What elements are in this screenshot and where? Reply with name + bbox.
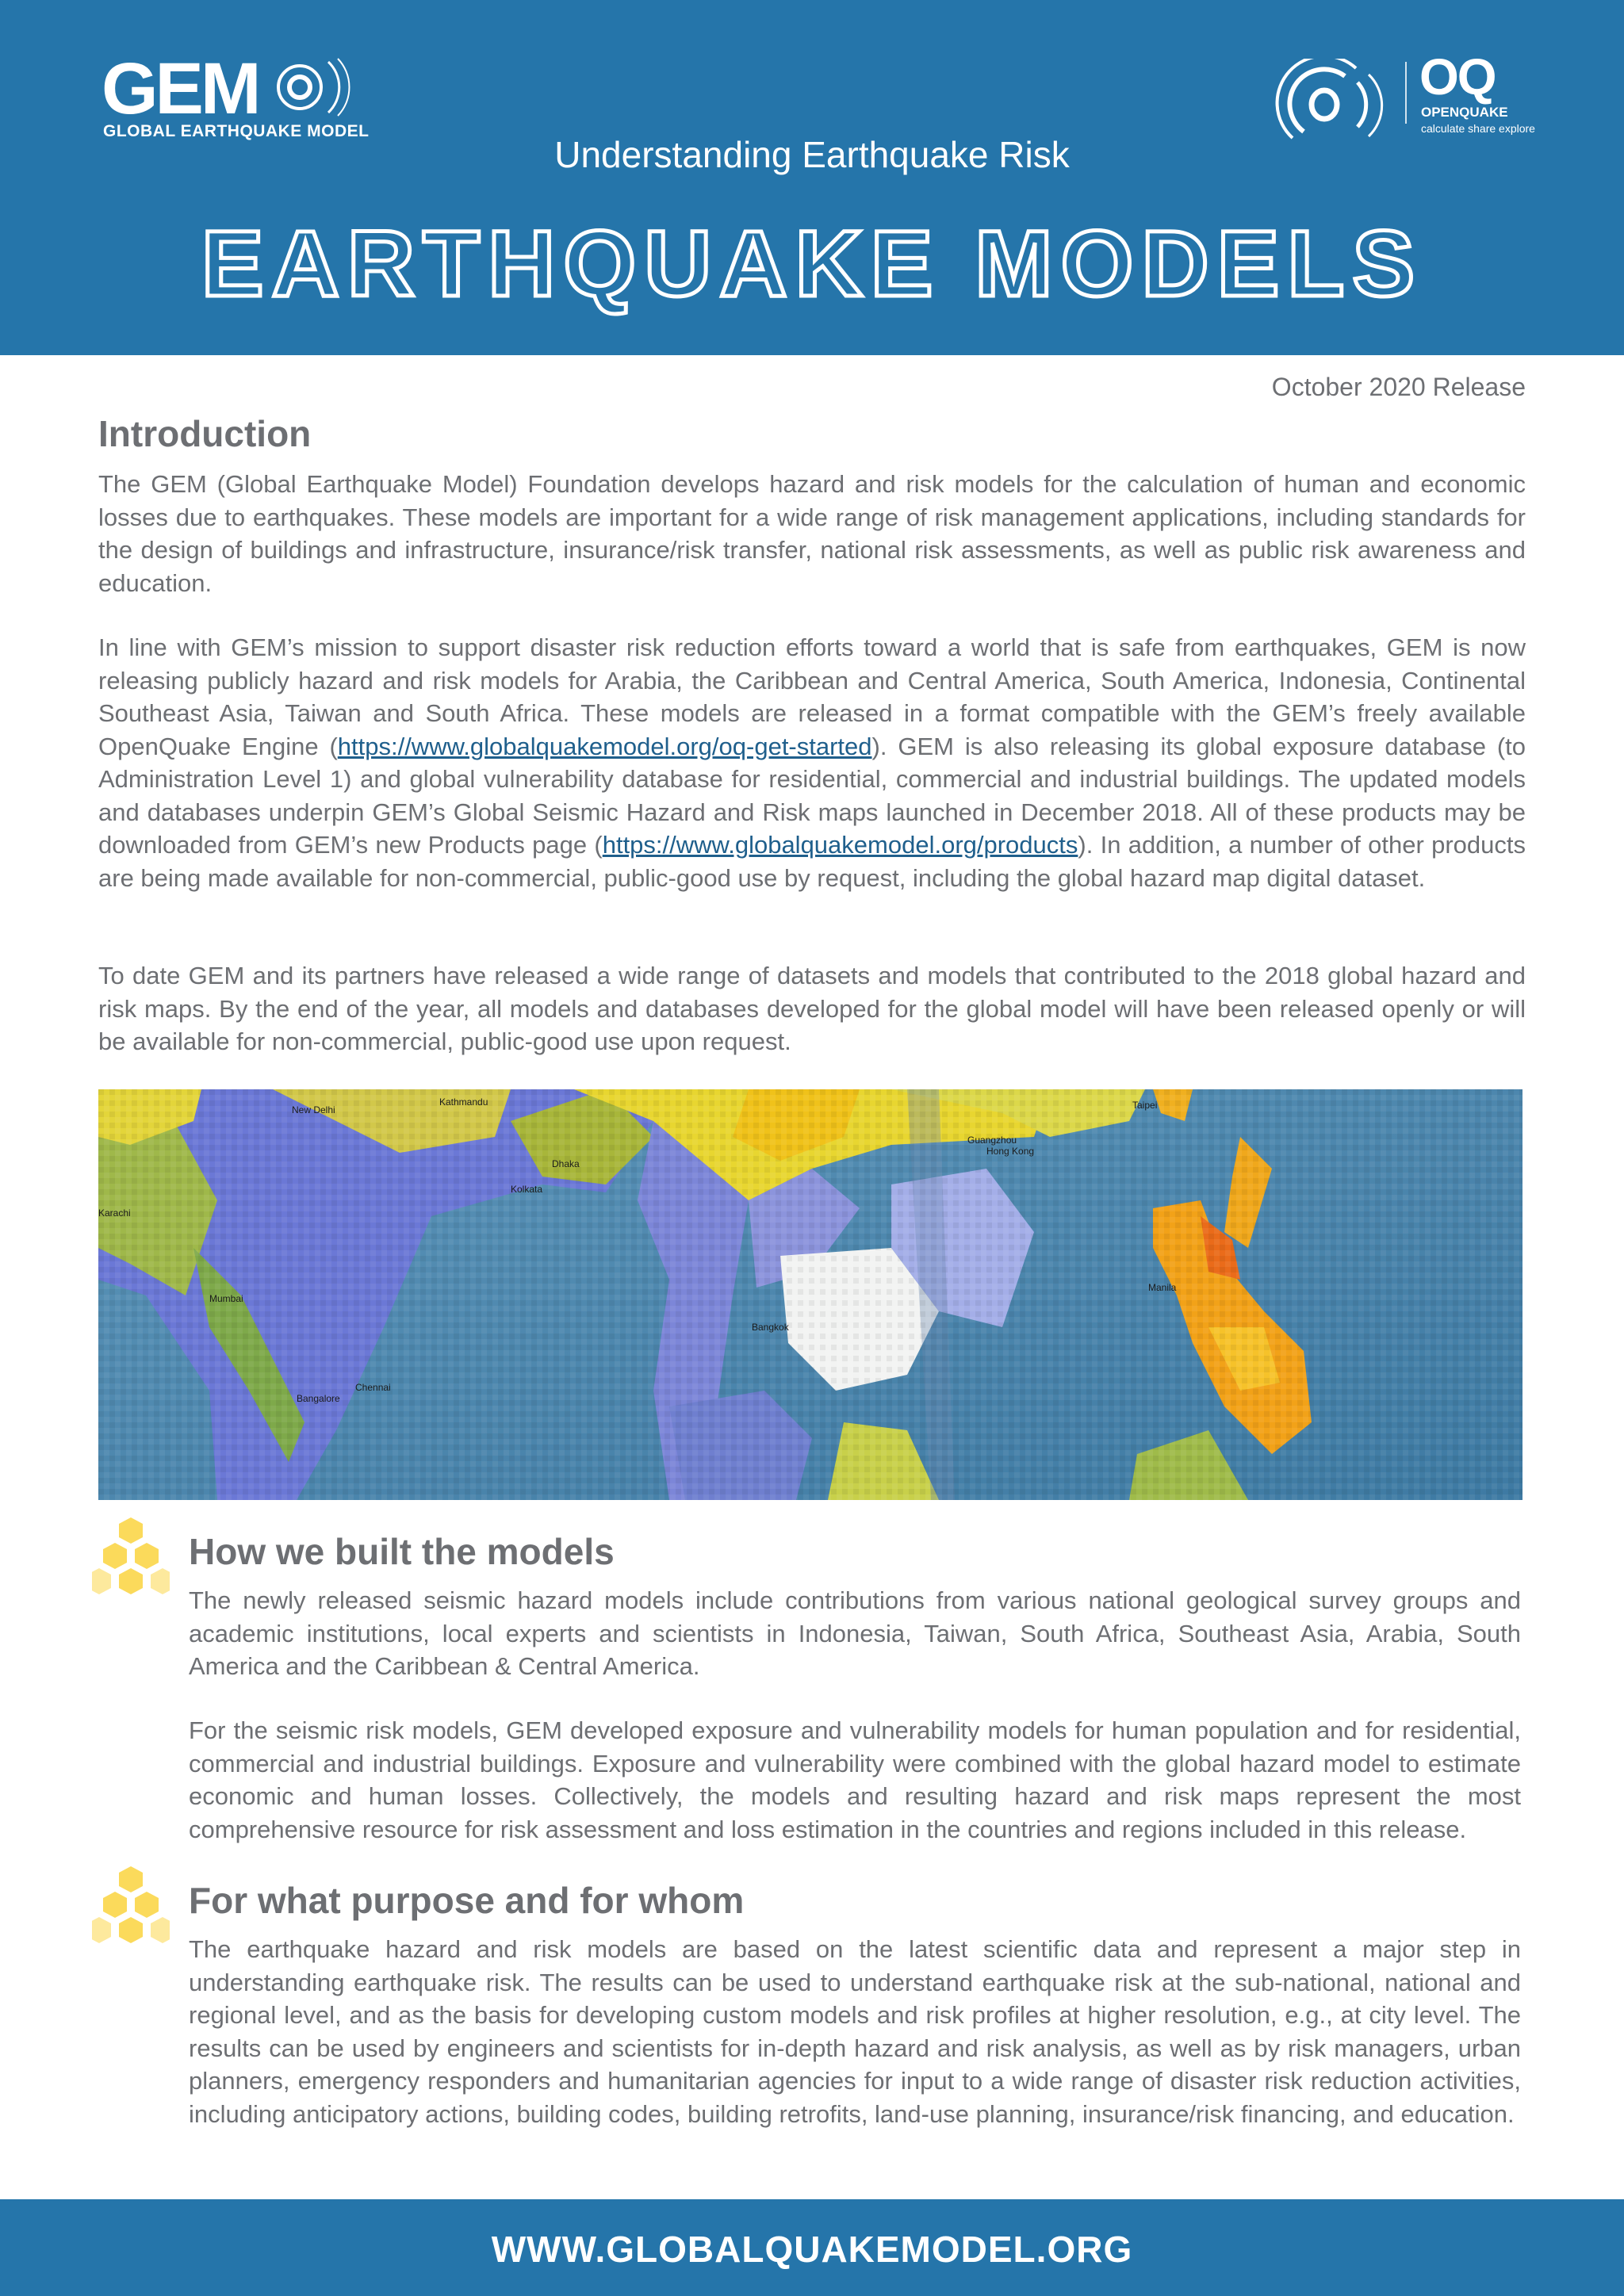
openquake-logo[interactable]	[1269, 48, 1535, 146]
hazard-map-graphic	[98, 1089, 1522, 1500]
openquake-logo-name: OPENQUAKE	[1421, 105, 1508, 120]
intro-paragraph-1: The GEM (Global Earthquake Model) Foundation develops hazard and risk models for the calculation of human and economic losses due to earthquakes. These models are important for a wide range of risk management applications, including standards for the design of buildings and infrastructure, insurance/risk transfer, national risk assessments, as well as public risk awareness and education.	[98, 470, 1526, 597]
openquake-logo-word: OQ	[1419, 48, 1496, 105]
footer-url-link[interactable]: WWW.GLOBALQUAKEMODEL.ORG	[491, 2229, 1133, 2270]
map-label: Manila	[1148, 1282, 1177, 1293]
map-label: Taipei	[1132, 1100, 1158, 1111]
intro-heading: Introduction	[98, 413, 312, 454]
purpose-paragraph: The earthquake hazard and risk models are based on the latest scientific data and represent a major step in understanding earthquake risk. The results can be used to understand earthquake risk at the sub-national, national and regional level, and as the basis for developing custom models and risk profiles at higher resolution, e.g., at city level. The results can be used by engineers and scientists for in-depth hazard and risk analysis, as well as by risk managers, urban planners, emergency responders and humanitarian agencies for input to a wide range of disaster risk reduction activities, including anticipatory actions, building codes, building retrofits, land-use planning, insurance/risk financing, and education.	[189, 1935, 1521, 2128]
built-paragraph-2: For the seismic risk models, GEM developed exposure and vulnerability models for human population and for residential, commercial and industrial buildings. Exposure and vulnerability were combined with the global hazard model to estimate economic and human losses. Collectively, the models and resulting hazard and risk maps represent the most comprehensive resource for risk assessment and loss estimation in the countries and regions included in this release.	[189, 1716, 1521, 1843]
intro-paragraph-2	[98, 631, 1526, 894]
built-heading: How we built the models	[189, 1531, 615, 1572]
map-label: Mumbai	[209, 1293, 243, 1304]
hazard-map-image	[98, 1089, 1522, 1500]
intro-paragraph-3: To date GEM and its partners have released a wide range of datasets and models that contributed to the 2018 global hazard and risk maps. By the end of the year, all models and databases developed for the global model will have been released openly or will be available for non-commercial, public-good use upon request.	[98, 962, 1526, 1055]
map-label: Chennai	[355, 1382, 391, 1393]
logo-divider	[1405, 62, 1407, 124]
openquake-logo-tagline: calculate share explore	[1421, 122, 1535, 135]
map-label: Dhaka	[552, 1158, 580, 1169]
gem-logo-word: GEM	[102, 48, 259, 129]
map-label: Guangzhou	[967, 1135, 1017, 1146]
page-subtitle: Understanding Earthquake Risk	[554, 134, 1070, 175]
purpose-heading: For what purpose and for whom	[189, 1880, 745, 1921]
map-label: Bangkok	[752, 1322, 789, 1333]
header-banner	[0, 0, 1624, 355]
gem-rings-icon	[273, 55, 360, 121]
map-label: Kathmandu	[439, 1096, 488, 1108]
map-label: Hong Kong	[986, 1146, 1035, 1157]
intro-paragraph-2-text-a: In line with GEM’s mission to support disaster risk reduction efforts toward a world that is safe from earthquakes, GEM is now releasing publicly hazard and risk models for Arabia, the Caribbean and Central America, South America, Indonesia, Continental Southeast Asia, Taiwan and South Africa. These models are released in a format compatible with the GEM’s freely available OpenQuake Engine (	[98, 633, 1526, 760]
intro-paragraph-2-text-b: ). GEM is also releasing its global exposure database (to Administration Level 1) and global vulnerability database for residential, commercial and industrial buildings. The updated models and databases underpin GEM’s Global Seismic Hazard and Risk maps launched in December 2018. All of these products may be downloaded from GEM’s new Products page (	[98, 732, 1526, 859]
intro-paragraph-2-text-c: ). In addition, a number of other products are being made available for non-commercial, public-good use by request, including the global hazard map digital dataset.	[98, 831, 1526, 892]
products-link[interactable]: https://www.globalquakemodel.org/products	[602, 831, 1078, 859]
built-paragraph-1: The newly released seismic hazard models include contributions from various national geological survey groups and academic institutions, local experts and scientists in Indonesia, Taiwan, South Africa, Southeast Asia, Arabia, South America and the Caribbean & Central America.	[189, 1586, 1521, 1680]
map-label: New Delhi	[292, 1104, 335, 1115]
map-label: Bangalore	[297, 1393, 340, 1404]
page-title: EARTHQUAKE MODELS	[201, 212, 1423, 316]
honeycomb-icon	[92, 1516, 170, 1595]
release-date: October 2020 Release	[1271, 373, 1526, 401]
footer-banner	[0, 2199, 1624, 2296]
honeycomb-icon	[92, 1865, 170, 1944]
map-label: Kolkata	[511, 1184, 543, 1195]
oq-get-started-link[interactable]: https://www.globalquakemodel.org/oq-get-started	[337, 732, 872, 760]
map-label: Karachi	[98, 1207, 131, 1219]
gem-logo-subtitle: GLOBAL EARTHQUAKE MODEL	[103, 122, 370, 140]
